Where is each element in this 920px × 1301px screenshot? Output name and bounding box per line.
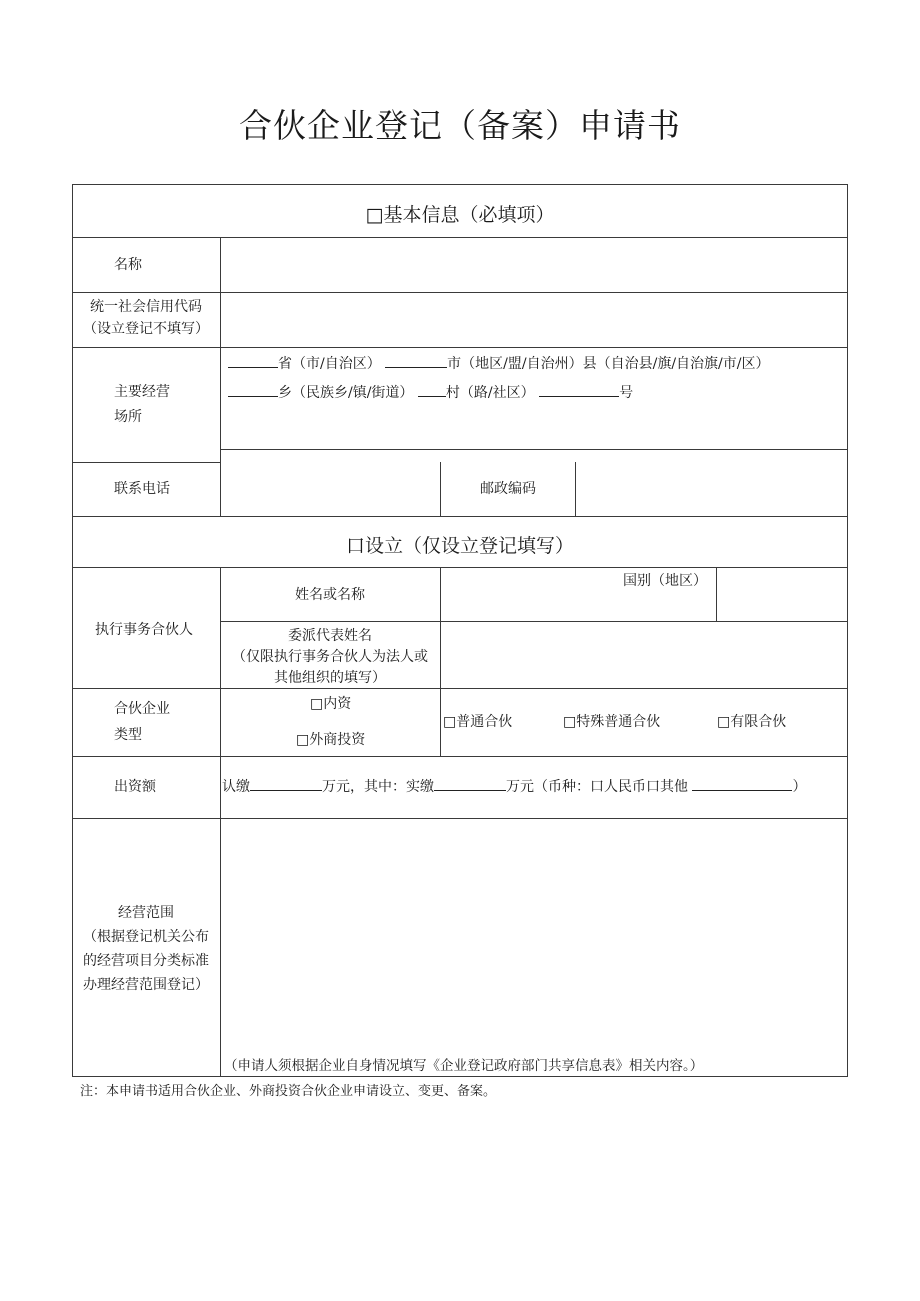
label-capital: 出资额: [114, 779, 156, 795]
label-delegate: 委派代表姓名: [288, 628, 372, 644]
delegate-input[interactable]: [441, 622, 846, 688]
option-limited[interactable]: □有限合伙: [717, 714, 787, 730]
phone-input[interactable]: [221, 463, 439, 516]
label-postcode: 邮政编码: [480, 481, 536, 497]
label-premises: 主要经营: [114, 384, 170, 400]
label-delegate-note: （仅限执行事务合伙人为法人或: [232, 649, 428, 665]
label-country: 国别（地区）: [623, 573, 707, 589]
township-label: 乡（民族乡/镇/街道）: [278, 385, 414, 401]
label-phone: 联系电话: [114, 481, 170, 497]
label-scope: 经营范围: [118, 905, 174, 921]
city-label: 市（地区/盟/自治州）县（自治县/旗/自治旗/市/区）: [447, 356, 770, 372]
section-establishment: 口设立（仅设立登记填写）: [345, 535, 574, 557]
scope-hint: （申请人须根据企业自身情况填写《企业登记政府部门共享信息表》相关内容。）: [224, 1058, 704, 1074]
village-label: 村（路/社区）: [445, 385, 535, 401]
country-input[interactable]: [717, 568, 846, 621]
option-foreign[interactable]: □外商投资: [296, 732, 366, 748]
number-label: 号: [619, 385, 634, 401]
label-premises-2: 场所: [114, 409, 142, 425]
label-scope-note-2: 的经营项目分类标准: [83, 953, 209, 969]
label-name: 名称: [114, 257, 142, 273]
paid-label: 万元，其中：实缴: [322, 779, 434, 795]
footnote: 注：本申请书适用合伙企业、外商投资合伙企业申请设立、变更、备案。: [80, 1084, 497, 1099]
option-domestic[interactable]: □内资: [310, 696, 352, 712]
address-line-1[interactable]: [228, 353, 769, 375]
label-partnership-type: 合伙企业: [114, 701, 170, 717]
currency-label: 万元（币种：口人民币口其他: [506, 779, 688, 795]
address-line-2[interactable]: [228, 382, 633, 404]
scope-input[interactable]: [221, 819, 846, 1049]
subscribed-label: 认缴: [222, 779, 250, 795]
capital-close: ）: [792, 779, 807, 795]
section-basic-info: □基本信息（必填项）: [365, 204, 555, 226]
label-delegate-note-2: 其他组织的填写）: [274, 670, 386, 686]
name-input[interactable]: [220, 238, 847, 292]
label-exec-name: 姓名或名称: [295, 587, 365, 603]
option-special[interactable]: □特殊普通合伙: [563, 714, 661, 730]
label-partnership-type-2: 类型: [114, 727, 142, 743]
label-exec-partner: 执行事务合伙人: [95, 622, 193, 638]
label-scope-note-3: 办理经营范围登记）: [83, 977, 209, 993]
label-credit-code: 统一社会信用代码: [90, 299, 202, 315]
option-general[interactable]: □普通合伙: [443, 714, 513, 730]
form-title: 合伙企业登记（备案）申请书: [239, 106, 681, 145]
credit-code-input[interactable]: [220, 293, 847, 347]
postcode-input[interactable]: [576, 463, 846, 516]
label-scope-note-1: （根据登记机关公布: [83, 929, 209, 945]
label-credit-code-note: （设立登记不填写）: [83, 321, 209, 337]
province-label: 省（市/自治区）: [278, 356, 381, 372]
capital-line[interactable]: [222, 776, 806, 798]
